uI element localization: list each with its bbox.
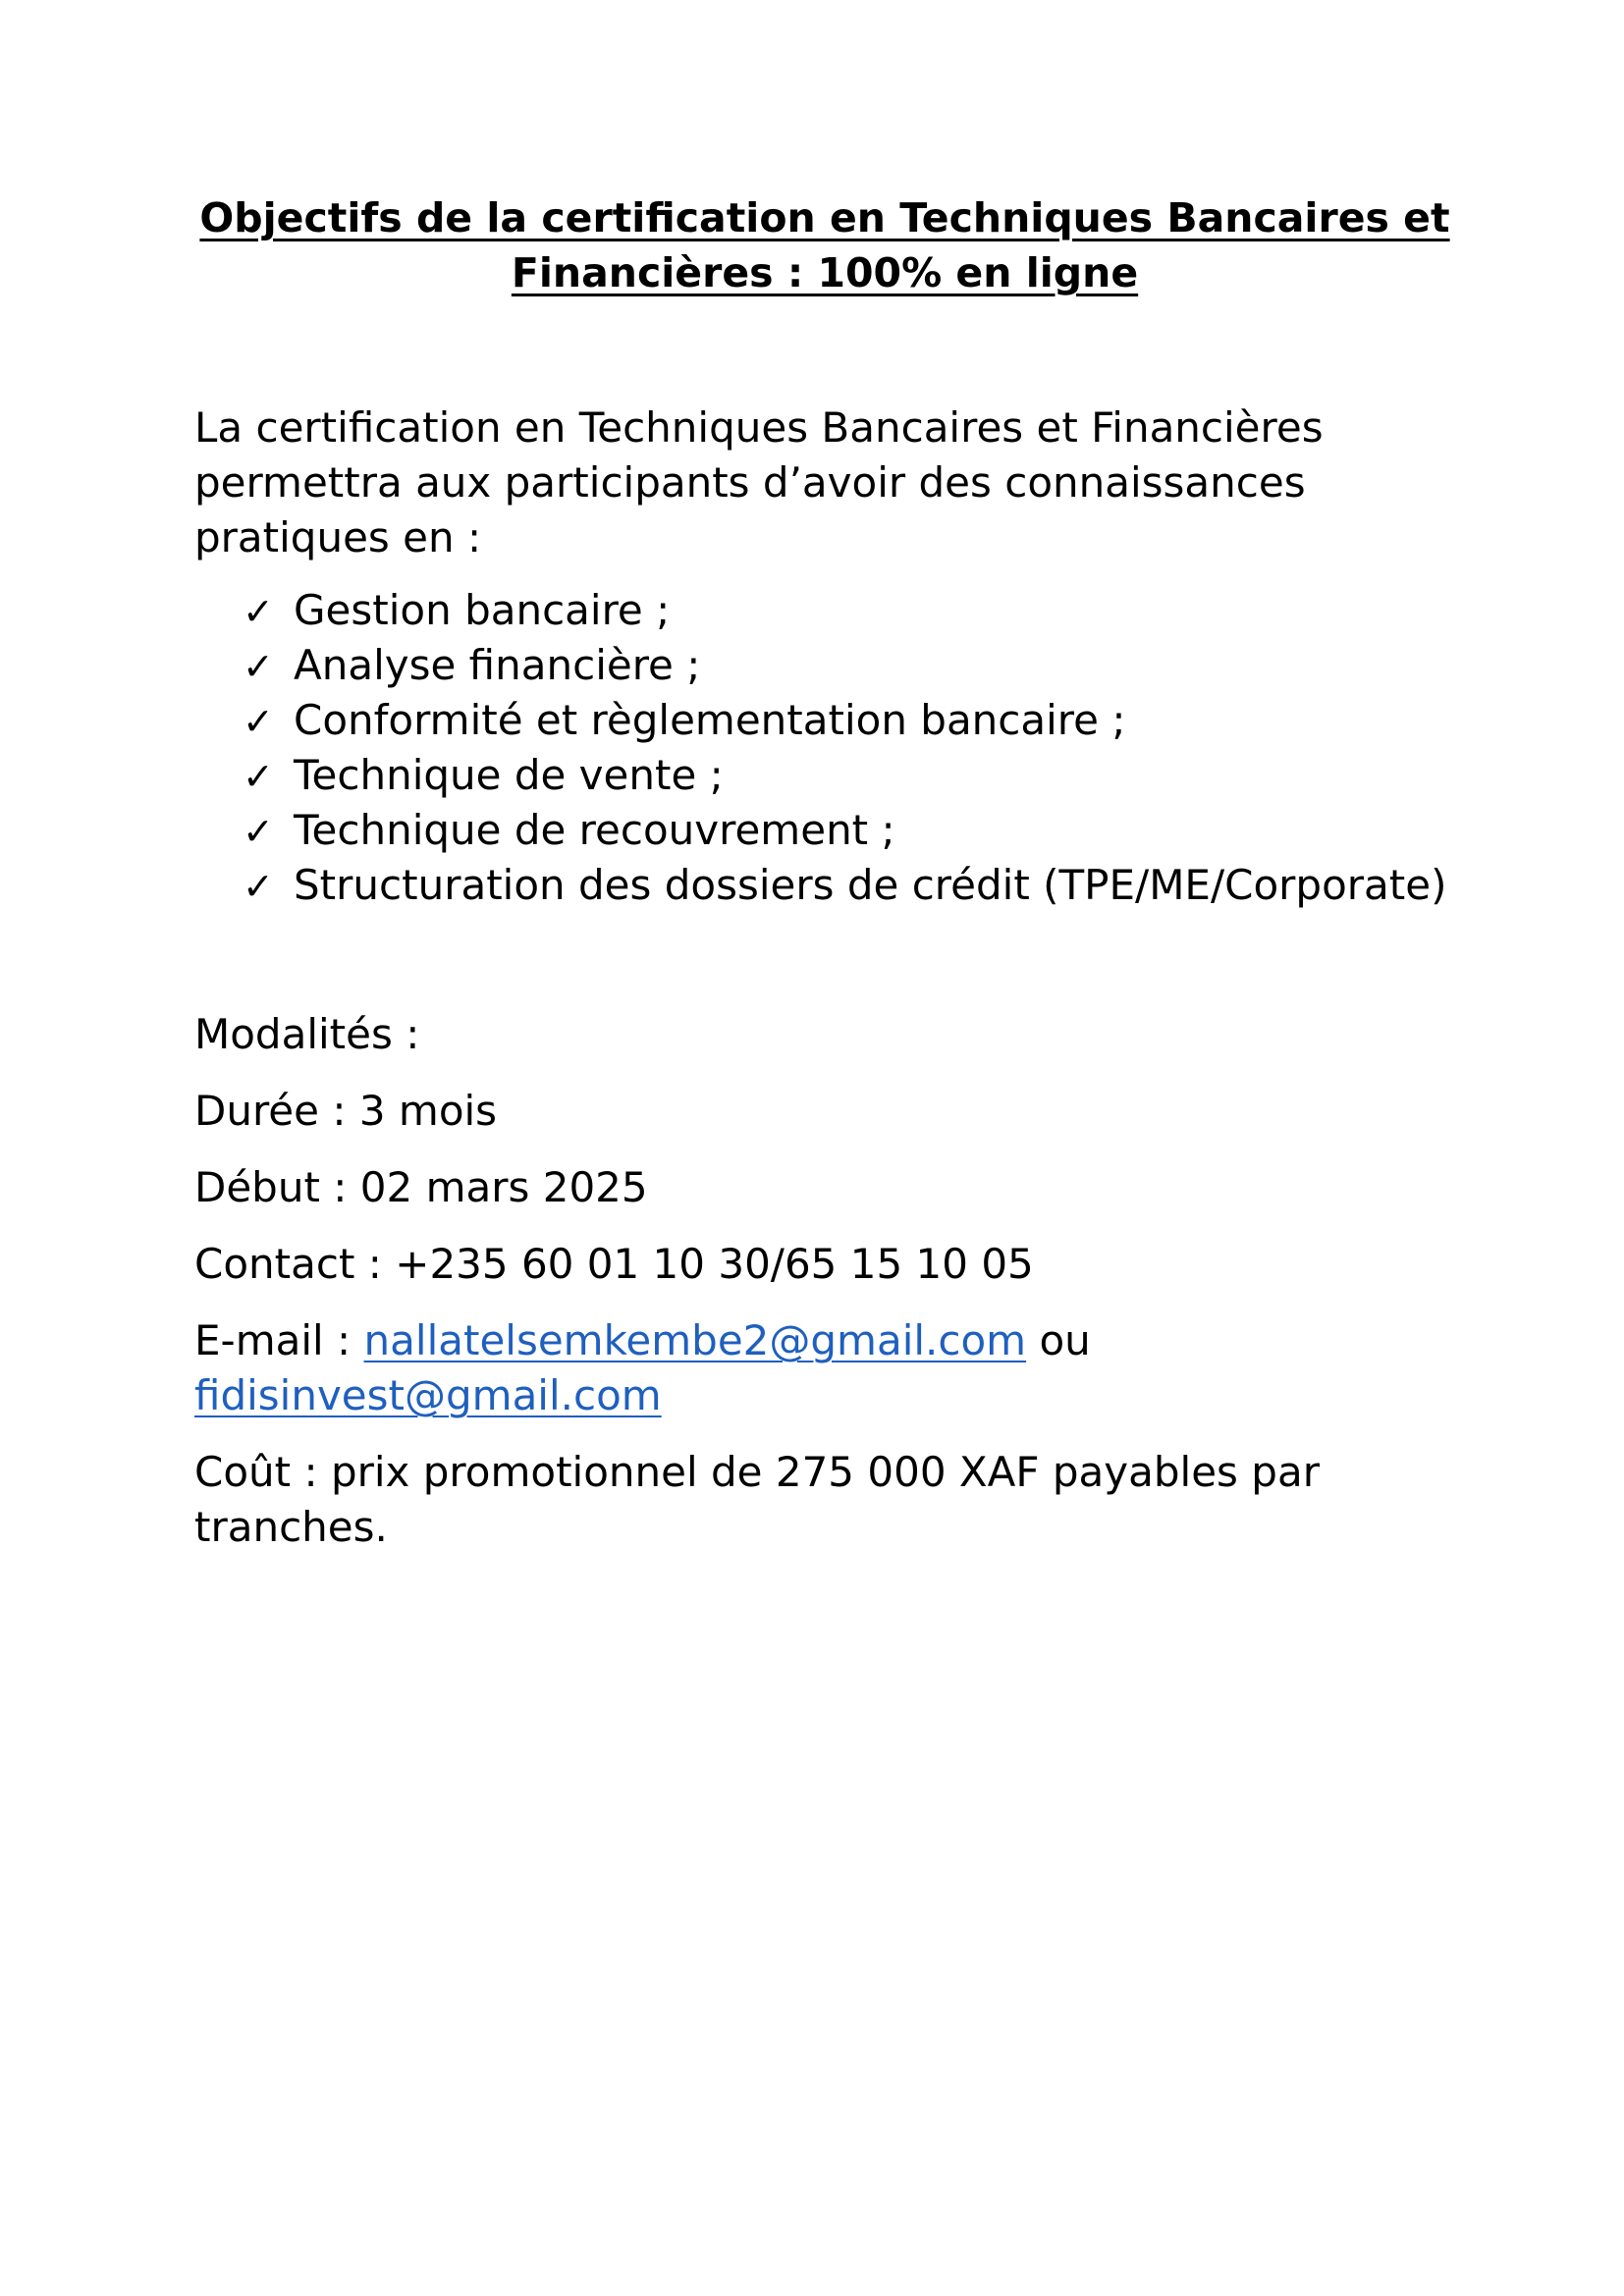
intro-paragraph: La certification en Techniques Bancaires et Financières permettra aux participants d’avoir des connaissances pratiques en : (194, 403, 1324, 561)
objectives-list (194, 583, 1471, 913)
list-item (243, 693, 1471, 748)
document-body (194, 400, 1471, 1576)
objective-text: Conformité et règlementation bancaire ; (294, 696, 1126, 744)
contact-line: Contact : +235 60 01 10 30/65 15 10 05 (194, 1240, 1034, 1288)
email-separator: ou (1026, 1316, 1091, 1364)
debut-line: Début : 02 mars 2025 (194, 1163, 648, 1211)
email-line (194, 1313, 1471, 1423)
objective-text: Structuration des dossiers de crédit (TPE/ME/Corporate) (294, 861, 1447, 909)
objective-text: Gestion bancaire ; (294, 586, 671, 634)
objective-text: Technique de recouvrement ; (294, 806, 895, 854)
page-title: Objectifs de la certification en Techniques Bancaires et Financières : 100% en ligne (199, 194, 1450, 296)
email-link-primary[interactable]: nallatelsemkembe2@gmail.com (363, 1316, 1027, 1364)
email-label: E-mail : (194, 1316, 364, 1364)
cout-line: Coût : prix promotionnel de 275 000 XAF payables par tranches. (194, 1448, 1320, 1551)
list-item (243, 858, 1471, 913)
list-item (243, 583, 1471, 638)
checkmark-icon: ✓ (243, 755, 274, 798)
duree-line: Durée : 3 mois (194, 1087, 498, 1135)
email-link-secondary[interactable]: fidisinvest@gmail.com (194, 1371, 662, 1419)
objective-text: Technique de vente ; (294, 751, 724, 799)
modalites-heading: Modalités : (194, 1010, 420, 1058)
list-item (243, 638, 1471, 693)
checkmark-icon: ✓ (243, 700, 274, 743)
checkmark-icon: ✓ (243, 645, 274, 688)
checkmark-icon: ✓ (243, 810, 274, 853)
objective-text: Analyse financière ; (294, 641, 701, 689)
modalites-section (194, 1007, 1471, 1555)
checkmark-icon: ✓ (243, 590, 274, 633)
list-item (243, 748, 1471, 803)
list-item (243, 803, 1471, 858)
checkmark-icon: ✓ (243, 865, 274, 908)
